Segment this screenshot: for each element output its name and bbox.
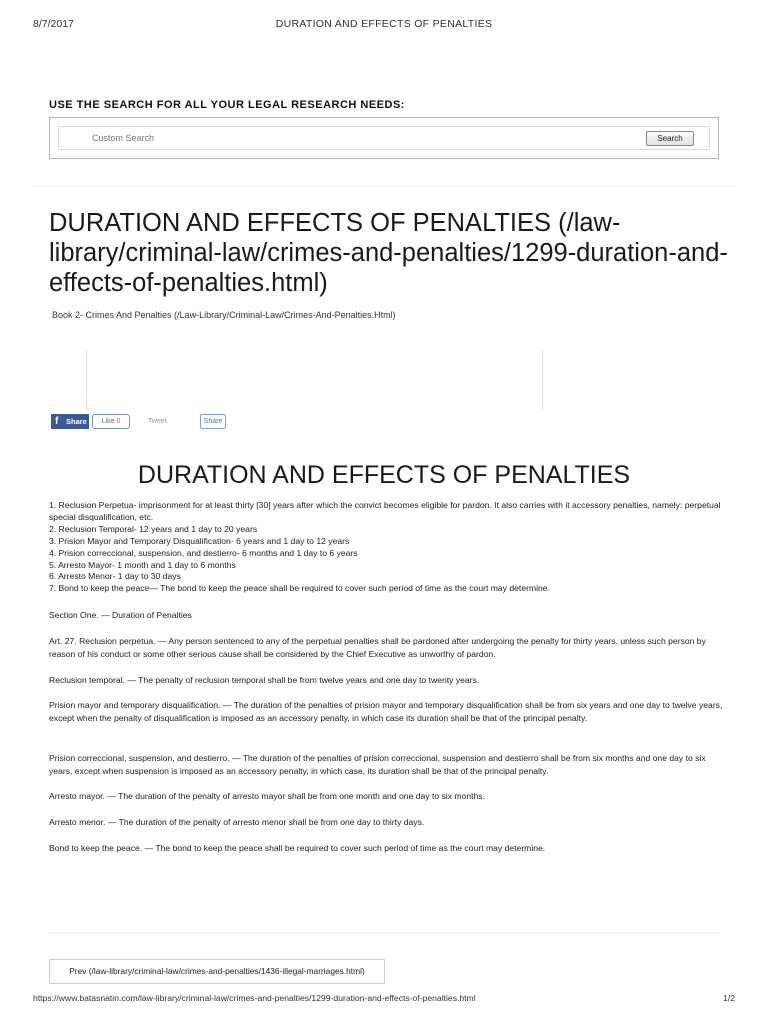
facebook-icon: f [55, 416, 59, 427]
search-placeholder: Custom Search [92, 133, 155, 143]
list-item: 3. Prision Mayor and Temporary Disqualification- 6 years and 1 day to 12 years [49, 535, 350, 546]
page-title[interactable]: DURATION AND EFFECTS OF PENALTIES (/law-library/criminal-law/crimes-and-penalties/1299-duration-and-effects-of-penalties.html) [49, 209, 728, 297]
ad-frame-right-border [542, 350, 543, 410]
section-heading: Section One. — Duration of Penalties [49, 610, 192, 620]
paragraph: Arresto mayor. — The duration of the penalty of arresto mayor shall be from one month and one day to six months. [49, 791, 485, 801]
paragraph: Arresto menor. — The duration of the penalty of arresto menor shall be from one day to thirty days. [49, 817, 425, 827]
divider [33, 186, 735, 187]
share-button[interactable]: Share [200, 414, 226, 429]
paragraph: Bond to keep the peace. — The bond to keep the peace shall be required to cover such period of time as the court may determine. [49, 843, 546, 853]
prev-link-button[interactable]: Prev (/law-library/criminal-law/crimes-and-penalties/1436-illegal-marriages.html) [49, 959, 385, 984]
print-title: DURATION AND EFFECTS OF PENALTIES [275, 18, 493, 30]
article-title: DURATION AND EFFECTS OF PENALTIES [137, 461, 631, 489]
facebook-share-button[interactable] [51, 414, 89, 429]
print-header [33, 18, 735, 32]
facebook-share-label: Share [66, 417, 87, 426]
search-button[interactable]: Search [646, 131, 694, 146]
paragraph: Art. 27. Reclusion perpetua. — Any person sentenced to any of the perpetual penalties shall be pardoned after undergoing the penalty for thirty years, unless such person by reason of his conduct or some other serious cause shall be considered by the Chief Executive as unworthy of pardon. [49, 636, 706, 659]
tweet-button[interactable]: Tweet [148, 418, 167, 425]
search-input[interactable] [58, 126, 710, 150]
paragraph: Prision mayor and temporary disqualification. — The duration of the penalties of prision mayor and temporary disqualification shall be from six years and one day to twelve years, except when the penalty of disqualification is imposed as an accessory penalty, in which case its duration shall be that of the principal penalty. [49, 700, 723, 723]
list-item: 1. Reclusion Perpetua- imprisonment for at least thirty [30] years after which the convict becomes eligible for pardon. It also carries with it accessory penalties, namely: perpetual special disqualification, etc. [49, 500, 721, 522]
list-item: 7. Bond to keep the peace— The bond to keep the peace shall be required to cover such period of time as the court may determine. [49, 583, 550, 594]
list-item: 4. Prision correccional, suspension, and destierro- 6 months and 1 day to 6 years [49, 547, 358, 558]
paragraph: Prision correccional, suspension, and destierro. — The duration of the penalties of prision correccional, suspension and destierro shall be from six months and one day to six years, except when suspension is imposed as an accessory penalty, in which case, its duration shall be that of the principal penalty. [49, 753, 706, 776]
list-item: 5. Arresto Mayor- 1 month and 1 day to 6 months [49, 559, 236, 570]
search-box [49, 117, 719, 159]
list-item: 2. Reclusion Temporal- 12 years and 1 day to 20 years [49, 523, 258, 534]
penalty-list [49, 500, 725, 595]
print-footer [33, 993, 735, 1007]
print-url: https://www.batasnatin.com/law-library/criminal-law/crimes-and-penalties/1299-duration-and-effects-of-penalties.html [33, 993, 476, 1003]
page-number: 1/2 [723, 993, 735, 1003]
breadcrumb[interactable]: Book 2- Crimes And Penalties (/Law-Library/Criminal-Law/Crimes-And-Penalties.Html) [52, 310, 396, 320]
list-item: 6. Arresto Menor- 1 day to 30 days [49, 571, 181, 582]
print-date: 8/7/2017 [33, 18, 74, 30]
ad-frame-left-border [86, 350, 87, 410]
divider [49, 932, 719, 933]
like-button[interactable]: Like 0 [92, 414, 130, 429]
paragraph: Reclusion temporal. — The penalty of reclusion temporal shall be from twelve years and one day to twenty years. [49, 675, 480, 685]
search-heading: USE THE SEARCH FOR ALL YOUR LEGAL RESEARCH NEEDS: [49, 99, 405, 111]
